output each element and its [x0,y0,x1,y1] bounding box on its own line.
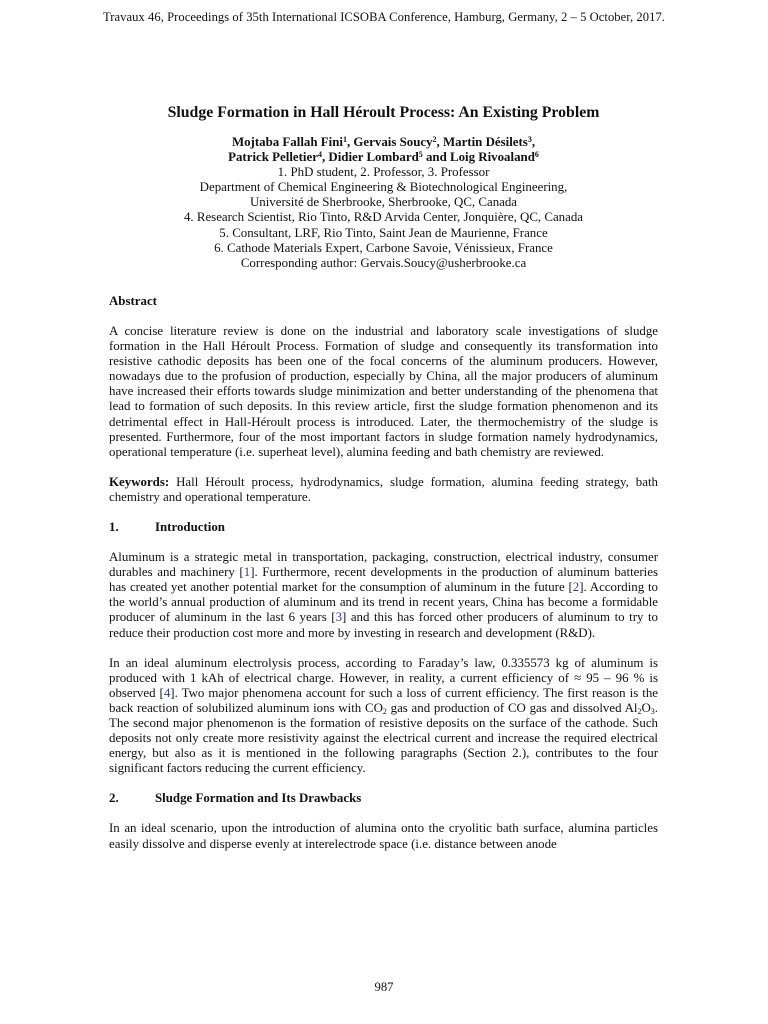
subscript: 2 [382,706,387,716]
author-name: , Didier Lombard [321,150,419,165]
author-name: , Martin Désilets [436,135,528,149]
affiliation-line: 5. Consultant, LRF, Rio Tinto, Saint Jean de Maurienne, France [219,225,548,240]
section2-paragraph-1: In an ideal scenario, upon the introduction of alumina onto the cryolitic bath surface, alumina particles easily dissolve and disperse evenly at interelectrode space (i.e. distance between anode [109,821,658,851]
author-list [109,135,658,165]
affiliation-line: Department of Chemical Engineering & Biotechnological Engineering, [199,180,568,195]
text-run: ]. According to the world’s annual production of aluminum and its trend in recent years, China has become a formidable producer of aluminum in the last 6 years [ [109,580,658,625]
author-separator: , [531,135,536,149]
author-affiliation-mark: 4 [317,150,322,160]
section-title: Sludge Formation and Its Drawbacks [155,791,362,806]
citation-link[interactable]: 1 [243,565,251,580]
subscript: 2 [637,706,642,716]
author-affiliation-mark: 2 [432,135,437,144]
section-number: 2. [109,791,119,806]
text-run: ]. Two major phenomena account for such a loss of current efficiency. The first reason is the back reaction of solubilized aluminum ions with CO [109,685,658,715]
subscript: 3 [650,706,655,716]
author-affiliation-mark: 5 [418,150,423,160]
text-run: ]. Furthermore, recent developments in the production of aluminum batteries has created yet another potential market for the consumption of aluminum in the future [ [109,565,658,595]
running-header: Travaux 46, Proceedings of 35th International ICSOBA Conference, Hamburg, Germany, 2 – 5 October, 2017. [102,10,666,24]
citation-link[interactable]: 4 [163,685,171,700]
section-heading-introduction [109,520,658,535]
text-run: In an ideal aluminum electrolysis process, according to Faraday’s law, 0.335573 kg of aluminum is produced with 1 kAh of electrical charge. However, in reality, a current efficiency of ≈ 95 – 96 % is observed [ [109,655,658,700]
intro-paragraph-1 [109,550,658,641]
affiliation-line: 1. PhD student, 2. Professor, 3. Professor [277,165,490,180]
section-heading-sludge-formation [109,791,658,806]
author-name: Mojtaba Fallah Fini [231,135,343,149]
corresponding-author: Corresponding author: Gervais.Soucy@usherbrooke.ca [240,255,527,270]
text-run: Aluminum is a strategic metal in transportation, packaging, construction, electrical industry, consumer durables and machinery [ [109,550,658,580]
text-run: ] and this has forced other producers of aluminum to try to reduce their production cost more and more by investing in research and development (R&D). [109,610,659,640]
affiliation-line: 4. Research Scientist, Rio Tinto, R&D Arvida Center, Jonquière, QC, Canada [183,210,584,225]
text-run: O [641,700,651,715]
citation-link[interactable]: 3 [335,610,343,625]
keywords-label: Keywords: [109,474,170,489]
text-run: gas and production of CO gas and dissolved Al [386,700,638,715]
author-name: , Gervais Soucy [346,135,433,149]
page-number: 987 [374,980,394,994]
author-name: Patrick Pelletier [228,150,318,165]
author-affiliation-mark: 6 [534,150,539,160]
affiliation-line: Université de Sherbrooke, Sherbrooke, QC, Canada [249,195,518,210]
abstract-text: A concise literature review is done on the industrial and laboratory scale investigations of sludge formation in the Hall Héroult Process. Formation of sludge and consequently its transformation into resistive cathodic deposits has been one of the focal concerns of the aluminum producers. However, nowadays due to the profusion of production, especially by China, all the major producers of aluminum have increased their efforts towards sludge minimization and better understanding of the phenomena that lead to formation of such deposits. In this review article, first the sludge formation phenomenon and its detrimental effect in Hall-Héroult process is introduced. Later, the thermochemistry of the sludge is presented. Furthermore, four of the most important factors in sludge formation namely hydrodynamics, operational temperature (i.e. superheat level), alumina feeding and bath chemistry are reviewed. [109,323,658,459]
abstract-heading: Abstract [109,293,157,308]
paper-title: Sludge Formation in Hall Héroult Process: An Existing Problem [167,104,600,121]
section-title: Introduction [155,519,225,534]
section-number: 1. [109,519,119,534]
keywords [109,475,658,505]
paper-page [109,103,658,852]
keywords-text: Hall Héroult process, hydrodynamics, sludge formation, alumina feeding strategy, bath chemistry and operational temperature. [109,474,658,504]
intro-paragraph-2 [109,656,658,777]
citation-link[interactable]: 2 [572,580,580,595]
author-affiliation-mark: 1 [342,135,347,144]
author-affiliation-mark: 3 [527,135,532,144]
author-name: and Loig Rivoaland [422,150,535,165]
affiliation-line: 6. Cathode Materials Expert, Carbone Savoie, Vénissieux, France [214,240,553,255]
text-run: . The second major phenomenon is the formation of resistive deposits on the surface of the cathode. Such deposits not only create more resistivity against the electrical current and increase the required electrical energy, but also as it is mentioned in the following paragraphs (Section 2.), contributes to the four significant factors reducing the current efficiency. [109,700,659,776]
